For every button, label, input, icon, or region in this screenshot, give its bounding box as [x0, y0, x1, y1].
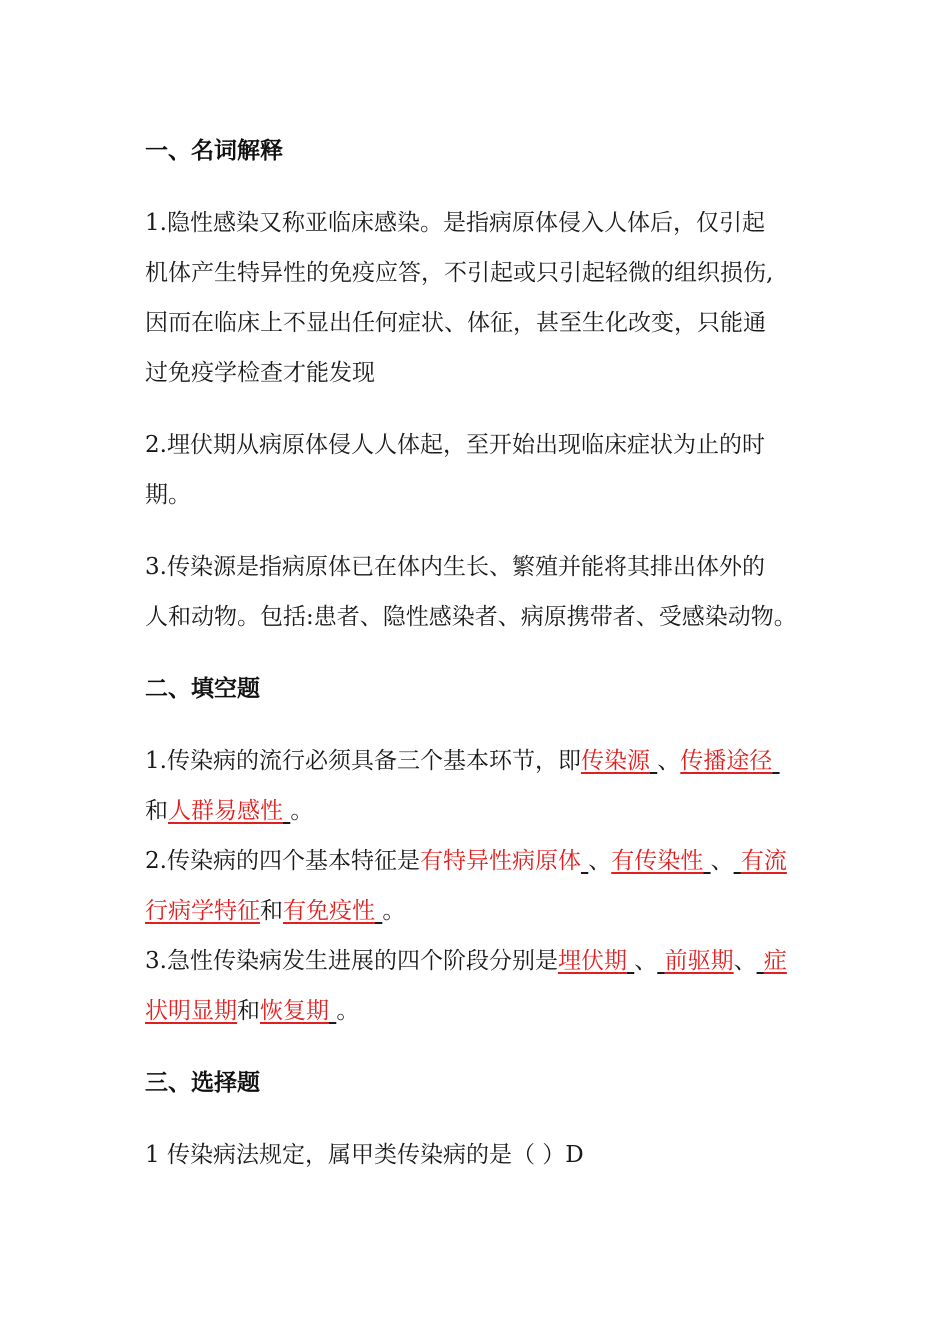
blank-underline	[657, 948, 664, 974]
answer-specific-pathogen: 有特异性病原体	[419, 848, 581, 874]
blank-underline	[757, 948, 764, 974]
fill-question-1-line-2	[145, 796, 313, 826]
answer-incubation-period: 埋伏期	[557, 948, 627, 974]
answer-symptomatic-period-part-1: 症	[763, 948, 787, 974]
connector: 和	[260, 898, 283, 924]
choice-question-1: 1 传染病法规定，属甲类传染病的是（ ）D	[145, 1142, 584, 1168]
section-heading-fill-in: 二、填空题	[145, 676, 260, 702]
fill-question-1-line-1	[145, 746, 780, 776]
answer-infection-source: 传染源	[580, 748, 650, 774]
connector: 和	[237, 998, 260, 1024]
period: 。	[382, 898, 406, 924]
question-text: 2.传染病的四个基本特征是	[145, 848, 420, 874]
definition-1-line-3: 因而在临床上不显出任何症状、体征，甚至生化改变，只能通	[145, 310, 766, 336]
answer-infectivity: 有传染性	[611, 848, 704, 874]
definition-1-line-2: 机体产生特异性的免疫应答，不引起或只引起轻微的组织损伤,	[145, 260, 774, 286]
blank-underline	[772, 748, 779, 774]
definition-3-line-2: 人和动物。包括:患者、隐性感染者、病原携带者、受感染动物。	[145, 604, 797, 630]
answer-recovery-period: 恢复期	[260, 998, 329, 1024]
period: 。	[336, 998, 360, 1024]
period: 。	[290, 798, 314, 824]
answer-susceptible-population: 人群易感性	[168, 798, 283, 824]
fill-question-2-line-2	[145, 896, 405, 926]
definition-1-line-1: 1.隐性感染又称亚临床感染。是指病原体侵入人体后，仅引起	[145, 210, 765, 236]
question-text: 1.传染病的流行必须具备三个基本环节，即	[145, 748, 581, 774]
answer-symptomatic-period-part-2: 状明显期	[145, 998, 237, 1024]
section-heading-definitions: 一、名词解释	[145, 138, 283, 164]
fill-question-2-line-1	[145, 846, 787, 876]
definition-2-line-1: 2.埋伏期从病原体侵人人体起，至开始出现临床症状为止的时	[145, 432, 765, 458]
question-text: 3.急性传染病发生进展的四个阶段分别是	[145, 948, 558, 974]
answer-epidemiological-features-part-2: 行病学特征	[145, 898, 260, 924]
connector: 和	[145, 798, 168, 824]
definition-3-line-1: 3.传染源是指病原体已在体内生长、繁殖并能将其排出体外的	[145, 554, 765, 580]
answer-epidemiological-features-part-1: 有流	[740, 848, 787, 874]
answer-immunity: 有免疫性	[283, 898, 375, 924]
separator: 、	[657, 748, 681, 774]
blank-underline	[734, 848, 741, 874]
answer-prodromal-period: 前驱期	[664, 948, 734, 974]
separator: 、	[733, 948, 757, 974]
separator: 、	[588, 848, 612, 874]
separator: 、	[710, 848, 734, 874]
definition-2-line-2: 期。	[145, 482, 191, 508]
definition-1-line-4: 过免疫学检查才能发现	[145, 360, 375, 386]
separator: 、	[634, 948, 658, 974]
section-heading-multiple-choice: 三、选择题	[145, 1070, 260, 1096]
answer-transmission-route: 传播途径	[680, 748, 773, 774]
fill-question-3-line-2	[145, 996, 359, 1026]
blank-underline	[703, 848, 710, 874]
fill-question-3-line-1	[145, 946, 787, 976]
